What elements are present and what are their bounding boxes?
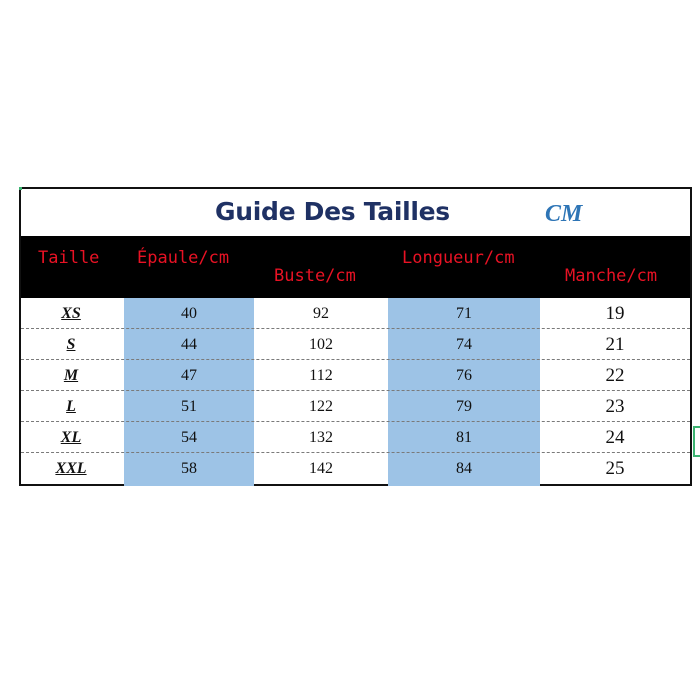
header-manche: Manche/cm [565, 266, 658, 286]
manche-cell: 25 [605, 458, 625, 479]
epaule-cell: 51 [181, 398, 197, 415]
size-cell: M [63, 367, 79, 384]
buste-cell: 122 [309, 398, 333, 415]
unit-label: CM [545, 201, 583, 227]
epaule-cell: 54 [181, 429, 197, 446]
header-epaule: Épaule/cm [137, 248, 230, 268]
manche-cell: 19 [605, 303, 625, 324]
header-buste: Buste/cm [274, 266, 356, 286]
size-cell: L [66, 398, 76, 415]
manche-cell: 21 [605, 334, 625, 355]
table-row [21, 422, 690, 453]
table-row [21, 391, 690, 422]
manche-cell: 23 [605, 396, 625, 417]
buste-cell: 112 [309, 367, 333, 384]
longueur-cell: 81 [456, 429, 472, 446]
title-row [21, 189, 690, 236]
table-row [21, 360, 690, 391]
selection-edge-mark [693, 426, 700, 457]
epaule-cell: 58 [181, 460, 197, 477]
header-row [21, 236, 690, 298]
header-longueur: Longueur/cm [402, 248, 515, 268]
epaule-cell: 47 [181, 367, 197, 384]
size-cell: XS [61, 305, 81, 322]
header-taille: Taille [38, 248, 100, 268]
manche-cell: 24 [605, 427, 625, 448]
size-cell: S [66, 336, 76, 353]
longueur-cell: 76 [456, 367, 472, 384]
table-body [21, 298, 690, 486]
longueur-cell: 84 [456, 460, 472, 477]
longueur-cell: 79 [456, 398, 472, 415]
table-row [21, 298, 690, 329]
epaule-cell: 44 [181, 336, 197, 353]
size-cell: XXL [55, 460, 87, 477]
epaule-cell: 40 [181, 305, 197, 322]
buste-cell: 102 [309, 336, 333, 353]
selection-corner-mark [19, 187, 22, 190]
buste-cell: 92 [313, 305, 329, 322]
size-guide-table [19, 187, 692, 486]
buste-cell: 142 [309, 460, 333, 477]
manche-cell: 22 [605, 365, 625, 386]
guide-title: Guide Des Tailles [215, 197, 450, 226]
size-cell: XL [60, 429, 82, 446]
longueur-cell: 74 [456, 336, 472, 353]
longueur-cell: 71 [456, 305, 472, 322]
table-row [21, 329, 690, 360]
buste-cell: 132 [309, 429, 333, 446]
table-row [21, 453, 690, 484]
